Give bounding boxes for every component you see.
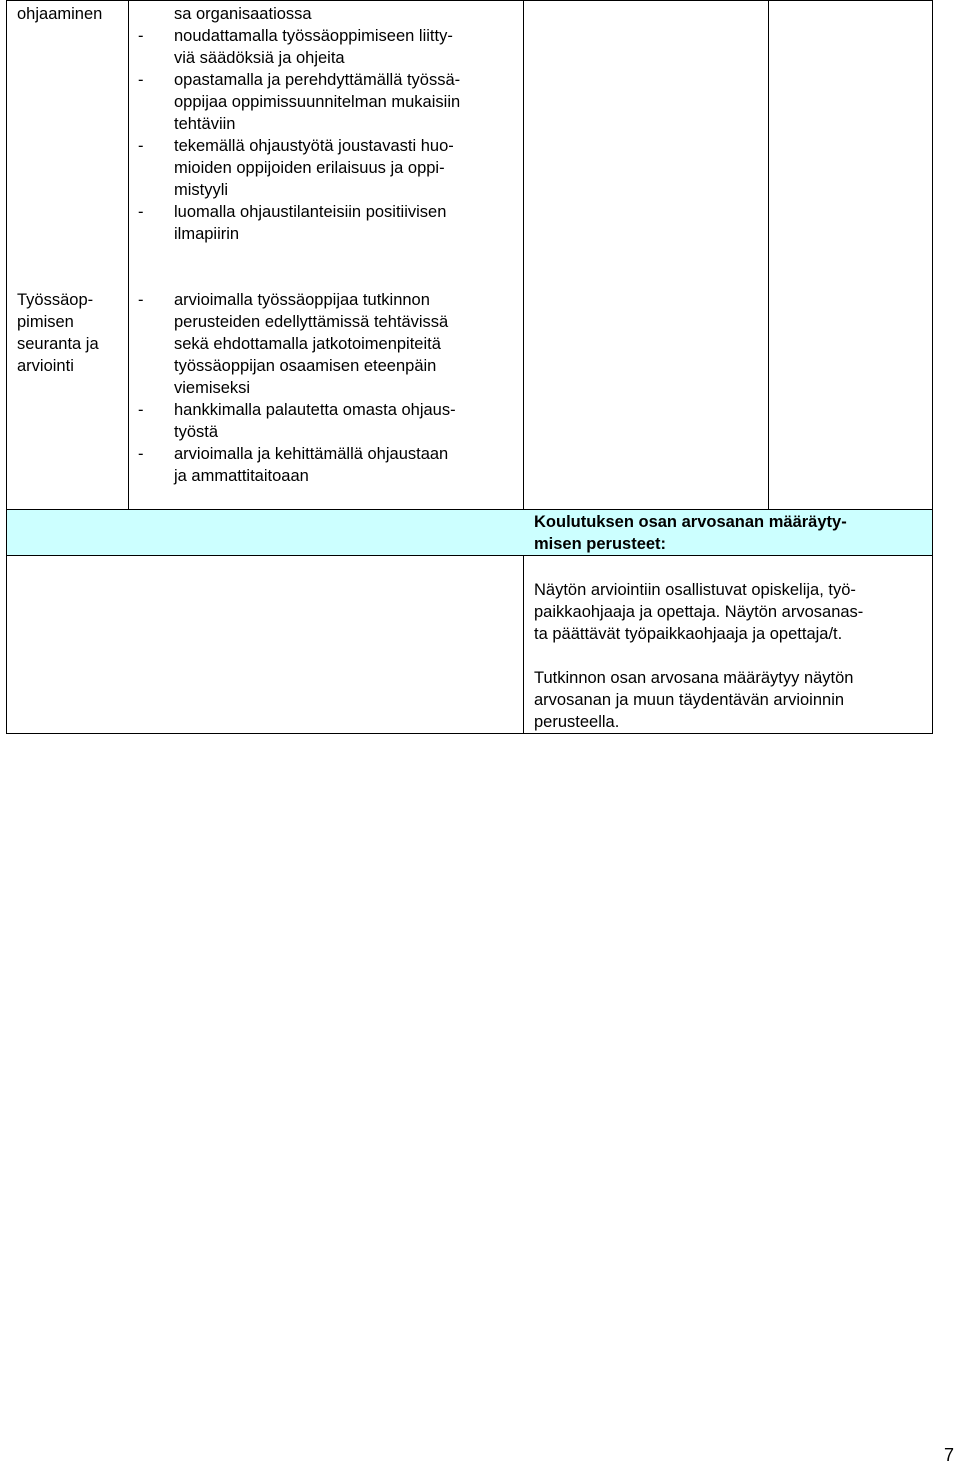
grading-heading-line: misen perusteet: xyxy=(534,535,667,553)
paragraph-line: Näytön arviointiin osallistuvat opiskelija, työ- xyxy=(534,581,856,599)
paragraph-line: ta päättävät työpaikkaohjaaja ja opettaja/t. xyxy=(534,625,843,643)
row-label-line: arviointi xyxy=(17,357,74,375)
content-line: - hankkimalla palautetta omasta ohjaus- xyxy=(138,401,456,419)
page-number: 7 xyxy=(944,1445,955,1465)
grading-heading xyxy=(534,511,847,555)
content-line: - opastamalla ja perehdyttämällä työssä- xyxy=(138,71,461,89)
content-line: tehtäviin xyxy=(174,115,236,133)
content-line: oppijaa oppimissuunnitelman mukaisiin xyxy=(174,93,461,111)
content-line: mioiden oppijoiden erilaisuus ja oppi- xyxy=(174,159,445,177)
row-label-line: seuranta ja xyxy=(17,335,99,353)
content-line: perusteiden edellyttämissä tehtävissä xyxy=(174,313,449,331)
content-line: - noudattamalla työssäoppimiseen liitty- xyxy=(138,27,453,45)
column-divider-label xyxy=(128,0,129,510)
content-line: viemiseksi xyxy=(174,379,251,397)
content-line: ja ammattitaitoaan xyxy=(174,467,309,485)
table-bottom-border xyxy=(6,733,933,734)
band-divider xyxy=(6,555,933,556)
content-line: - arvioimalla työssäoppijaa tutkinnon xyxy=(138,291,430,309)
table-left-border xyxy=(6,0,7,734)
paragraph-line: arvosanan ja muun täydentävän arvioinnin xyxy=(534,691,845,709)
row-label xyxy=(17,3,102,25)
content-line: mistyyli xyxy=(174,181,229,199)
content-line: sekä ehdottamalla jatkotoimenpiteitä xyxy=(174,335,441,353)
row-divider xyxy=(6,509,933,510)
column-divider-main xyxy=(523,0,524,510)
content-line: - arvioimalla ja kehittämällä ohjaustaan xyxy=(138,445,449,463)
paragraph-line: paikkaohjaaja ja opettaja. Näytön arvosanas- xyxy=(534,603,864,621)
content-line: sa organisaatiossa xyxy=(174,5,312,23)
column-divider-main-lower xyxy=(523,555,524,734)
grading-paragraph-1 xyxy=(534,579,863,645)
row-label-line: pimisen xyxy=(17,313,74,331)
grading-heading-line: Koulutuksen osan arvosanan määräyty- xyxy=(534,513,847,531)
content-line: ilmapiirin xyxy=(174,225,240,243)
paragraph-line: perusteella. xyxy=(534,713,620,731)
table-right-border xyxy=(932,0,933,734)
content-line: - luomalla ohjaustilanteisiin positiivisen xyxy=(138,203,447,221)
content-line: työssäoppijan osaamisen eteenpäin xyxy=(174,357,437,375)
paragraph-line: Tutkinnon osan arvosana määräytyy näytön xyxy=(534,669,854,687)
row-label-line: Työssäop- xyxy=(17,291,94,309)
row-content xyxy=(138,289,518,487)
grading-paragraph-2 xyxy=(534,667,854,733)
row-label xyxy=(17,289,99,377)
content-line: viä säädöksiä ja ohjeita xyxy=(174,49,345,67)
content-line: - tekemällä ohjaustyötä joustavasti huo- xyxy=(138,137,454,155)
table-top-border xyxy=(6,0,933,1)
column-divider-extra xyxy=(768,0,769,510)
content-line: työstä xyxy=(174,423,219,441)
row-content xyxy=(138,3,518,245)
row-label-line: ohjaaminen xyxy=(17,5,103,23)
